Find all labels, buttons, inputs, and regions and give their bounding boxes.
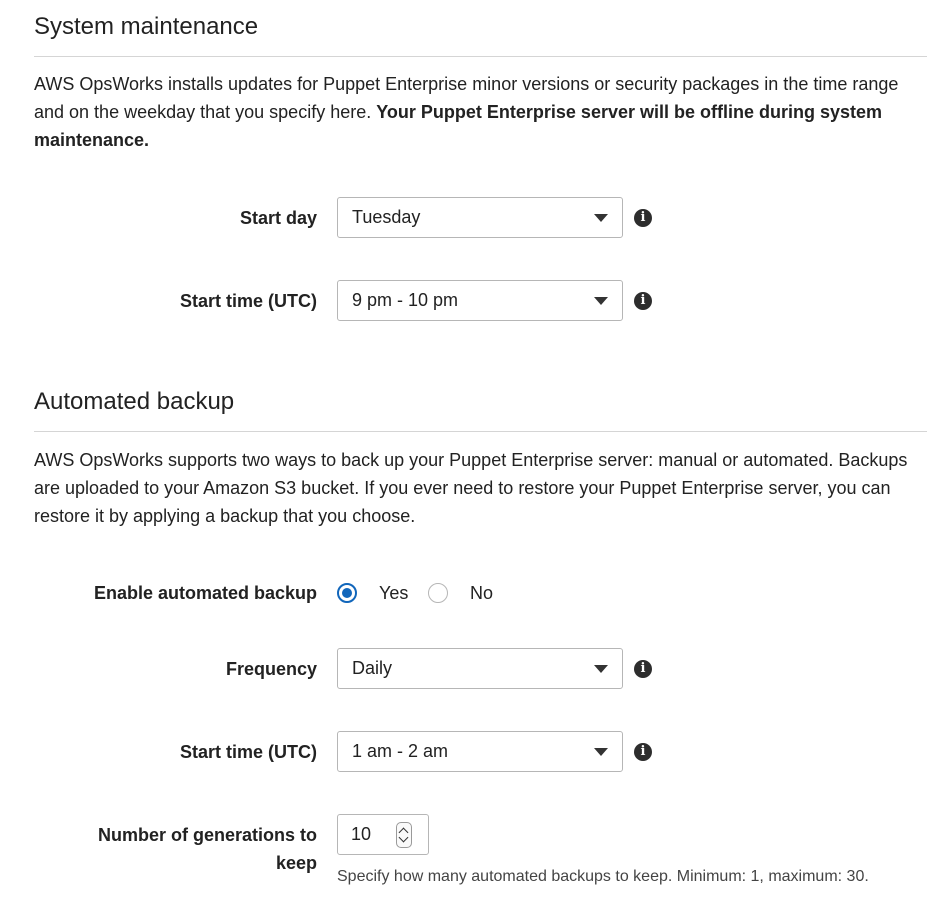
system-maintenance-title: System maintenance (34, 13, 259, 40)
section-divider (34, 431, 927, 432)
chevron-down-icon (594, 214, 608, 222)
frequency-value: Daily (352, 658, 393, 678)
maintenance-start-time-value: 9 pm - 10 pm (352, 290, 459, 310)
maintenance-start-time-label: Start time (UTC) (179, 291, 317, 311)
start-day-select[interactable] (337, 197, 623, 238)
chevron-down-icon (594, 748, 608, 756)
enable-backup-no-radio[interactable] (428, 583, 448, 603)
automated-backup-title: Automated backup (34, 388, 235, 415)
generations-value: 10 (351, 824, 372, 844)
automated-backup-description: AWS OpsWorks supports two ways to back up your Puppet Enterprise server: manual or automated. Backups are uploaded to your Amazon S3 bucket. If you ever need to restore your Puppet Enterprise server, you can restore it by applying a backup that you choose. (34, 450, 908, 526)
enable-backup-yes-label[interactable]: Yes (379, 583, 409, 603)
description-text: AWS OpsWorks installs updates for Puppet Enterprise minor versions or security packages in the time range and on the weekday that you specify here. (34, 74, 899, 122)
generations-label: Number of generations to keep (97, 825, 317, 873)
backup-start-time-label: Start time (UTC) (179, 742, 317, 762)
backup-start-time-select[interactable] (337, 731, 623, 772)
chevron-down-icon[interactable] (399, 833, 409, 843)
info-icon[interactable]: i (634, 660, 652, 678)
frequency-select[interactable] (337, 648, 623, 689)
quantity-stepper[interactable] (396, 822, 412, 848)
generations-hint: Specify how many automated backups to keep. Minimum: 1, maximum: 30. (337, 868, 869, 885)
maintenance-start-time-select[interactable] (337, 280, 623, 321)
frequency-label: Frequency (225, 659, 317, 679)
info-icon[interactable]: i (634, 743, 652, 761)
info-icon[interactable]: i (634, 292, 652, 310)
info-icon[interactable]: i (634, 209, 652, 227)
section-divider (34, 56, 927, 57)
chevron-down-icon (594, 297, 608, 305)
chevron-down-icon (594, 665, 608, 673)
system-maintenance-description (34, 70, 914, 154)
start-day-label: Start day (239, 208, 317, 228)
description-bold-text: Your Puppet Enterprise server will be offline during system maintenance. (34, 102, 883, 150)
generations-input[interactable] (337, 814, 429, 855)
enable-backup-yes-radio[interactable] (337, 583, 357, 603)
enable-backup-label: Enable automated backup (93, 583, 317, 603)
start-day-value: Tuesday (352, 207, 421, 227)
enable-backup-no-label[interactable]: No (470, 583, 494, 603)
backup-start-time-value: 1 am - 2 am (352, 741, 449, 761)
